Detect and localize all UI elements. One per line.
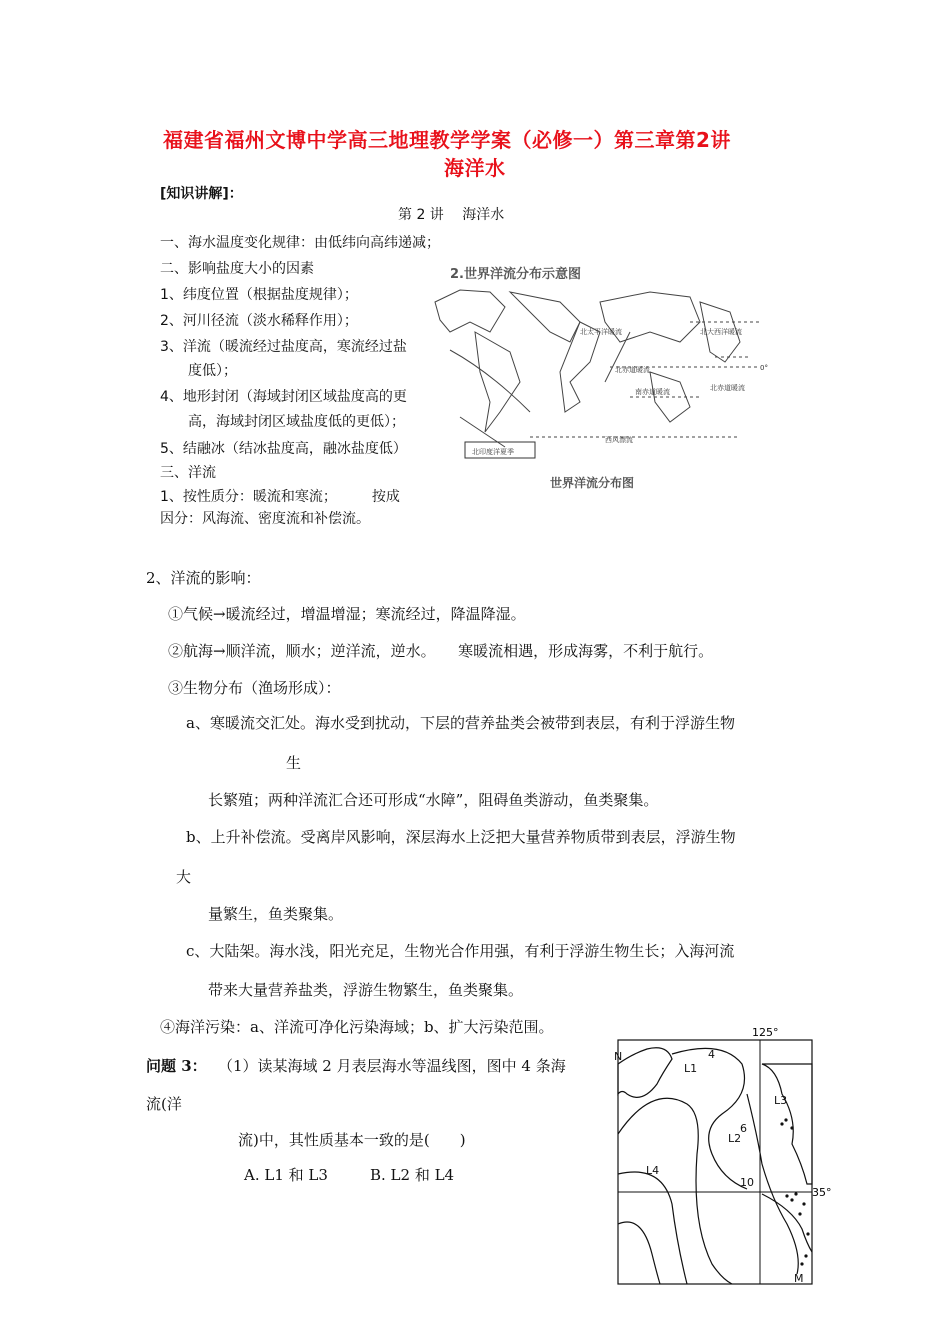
note-line: 4、地形封闭（海域封闭区域盐度高的更 bbox=[160, 389, 407, 405]
document-title-line2: 海洋水 bbox=[444, 156, 506, 180]
influence-c-line2: 带来大量营养盐类，浮游生物繁生，鱼类聚集。 bbox=[208, 981, 524, 999]
note-line: 度低）； bbox=[160, 363, 237, 379]
label-north-pacific: 北太平洋暖流 bbox=[580, 328, 622, 336]
influence-item: ②航海→顺洋流，顺水；逆洋流，逆水。 寒暖流相遇，形成海雾，不利于航行。 bbox=[168, 642, 714, 660]
influence-c-line1: c、大陆架。海水浅，阳光充足，生物光合作用强，有利于浮游生物生长；入海河流 bbox=[186, 942, 735, 960]
current-l4: L4 bbox=[646, 1164, 660, 1177]
label-north-equatorial: 北赤道暖流 bbox=[615, 366, 650, 374]
note-line: 一、海水温度变化规律：由低纬向高纬递减； bbox=[160, 235, 440, 251]
note-line: 因分：风海流、密度流和补偿流。 bbox=[160, 511, 370, 527]
influence-heading: 2、洋流的影响： bbox=[146, 569, 261, 587]
note-line: 二、影响盐度大小的因素 bbox=[160, 261, 314, 277]
influence-d-line: ④海洋污染：a、洋流可净化污染海域；b、扩大污染范围。 bbox=[160, 1018, 554, 1036]
note-line: 5、结融冰（结冰盐度高，融冰盐度低） bbox=[160, 441, 407, 457]
option-a[interactable]: A. L1 和 L3 bbox=[244, 1166, 328, 1184]
label-north-equatorial-2: 北赤道暖流 bbox=[710, 384, 745, 392]
influence-b-line2: 大 bbox=[176, 868, 192, 886]
label-equator: 0° bbox=[760, 364, 768, 372]
note-line: 1、纬度位置（根据盐度规律）； bbox=[160, 287, 358, 303]
influence-item: ③生物分布（渔场形成）： bbox=[168, 679, 341, 697]
monsoon-label: 北印度洋夏季 bbox=[472, 448, 514, 456]
question-line2: 流(洋 bbox=[146, 1095, 182, 1113]
current-l1: L1 bbox=[684, 1062, 698, 1075]
current-l3: L3 bbox=[774, 1094, 788, 1107]
map-caption: 世界洋流分布图 bbox=[550, 476, 635, 490]
influence-a-line3: 长繁殖；两种洋流汇合还可形成“水障”，阻碍鱼类游动，鱼类聚集。 bbox=[208, 791, 659, 809]
map-header: 2.世界洋流分布示意图 bbox=[450, 267, 581, 282]
influence-b-line3: 量繁生，鱼类聚集。 bbox=[208, 905, 344, 923]
lon-label: 125° bbox=[752, 1026, 779, 1039]
note-line: 1、按性质分：暖流和寒流； 按成 bbox=[160, 489, 400, 505]
influence-item: ①气候→暖流经过，增温增湿；寒流经过，降温降湿。 bbox=[168, 605, 526, 623]
question-line3: 流)中，其性质基本一致的是( ) bbox=[238, 1131, 466, 1149]
current-l2: L2 bbox=[728, 1132, 742, 1145]
lat-label: 35° bbox=[812, 1186, 832, 1199]
isotherm-map bbox=[612, 1024, 838, 1288]
label-west-wind: 西风漂流 bbox=[605, 436, 633, 444]
influence-a-line1: a、寒暖流交汇处。海水受到扰动，下层的营养盐类会被带到表层，有利于浮游生物 bbox=[186, 714, 735, 732]
note-line: 3、洋流（暖流经过盐度高，寒流经过盐 bbox=[160, 339, 407, 355]
note-line: 高，海域封闭区域盐度低的更低）； bbox=[160, 414, 405, 430]
document-title-line1: 福建省福州文博中学高三地理教学学案（必修一）第三章第2讲 bbox=[163, 128, 731, 152]
isotherm-6: 6 bbox=[740, 1122, 747, 1135]
lecture-heading: 第 2 讲 海洋水 bbox=[398, 207, 505, 223]
note-line: 2、河川径流（淡水稀释作用）； bbox=[160, 313, 358, 329]
note-line: 三、洋流 bbox=[160, 465, 216, 481]
isotherm-4: 4 bbox=[708, 1048, 715, 1061]
section-label: [知识讲解]： bbox=[160, 186, 243, 202]
m-label: M bbox=[794, 1272, 804, 1285]
n-label: N bbox=[614, 1050, 623, 1063]
influence-b-line1: b、上升补偿流。受离岸风影响，深层海水上泛把大量营养物质带到表层，浮游生物 bbox=[186, 828, 736, 846]
option-b[interactable]: B. L2 和 L4 bbox=[370, 1166, 455, 1184]
isotherm-10: 10 bbox=[740, 1176, 754, 1189]
label-north-atlantic: 北大西洋暖流 bbox=[700, 328, 742, 336]
question-line1: （1）读某海域 2 月表层海水等温线图，图中 4 条海 bbox=[218, 1057, 566, 1075]
world-current-map bbox=[430, 262, 770, 494]
influence-a-line2: 生 bbox=[286, 754, 302, 772]
question-label: 问题 3： bbox=[146, 1057, 207, 1075]
label-south-equatorial: 南赤道暖流 bbox=[635, 388, 670, 396]
